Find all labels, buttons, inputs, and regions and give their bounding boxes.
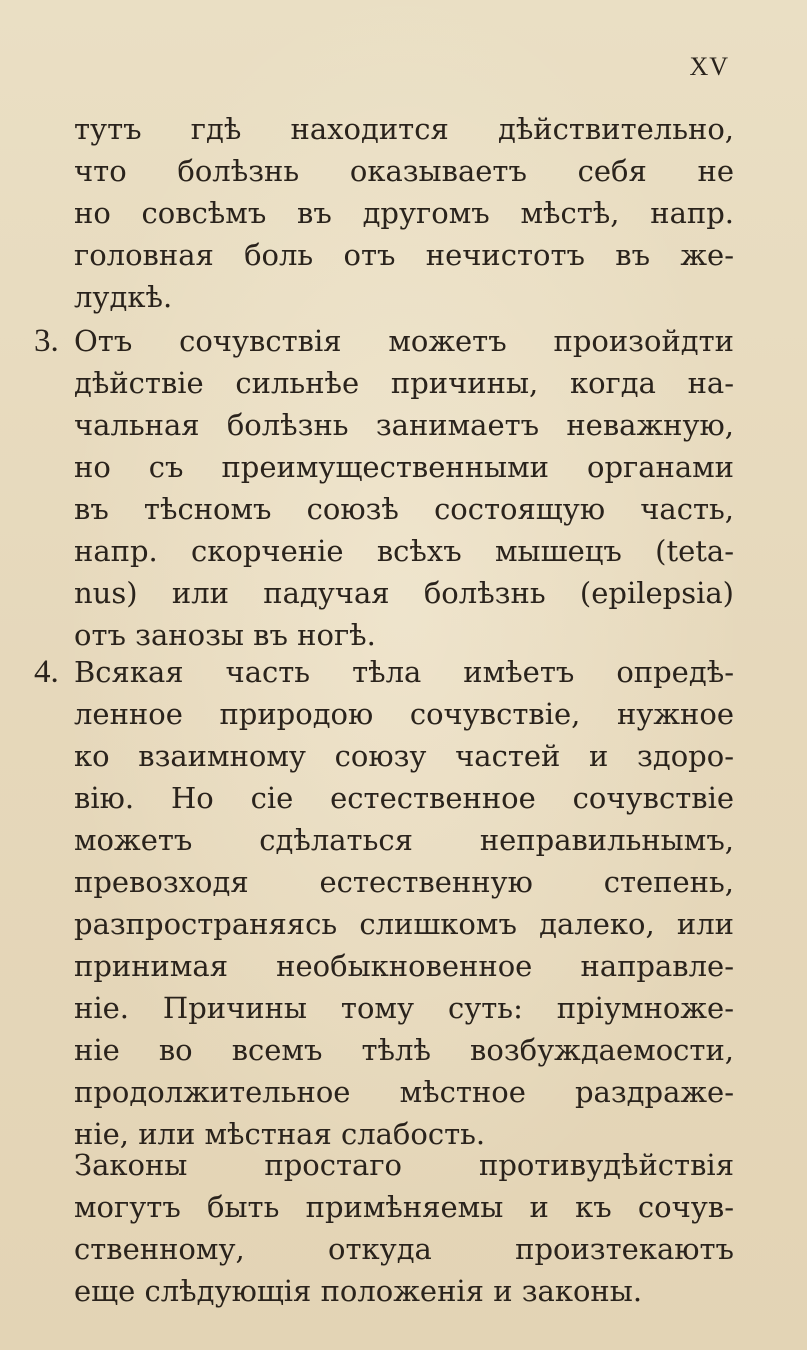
item-number-4: 4. [34,654,59,690]
paragraph-item-3 [74,320,734,656]
text-line: могутъ быть примѣняемы и къ сочув- [74,1190,734,1224]
text-line: ніе. Причины тому суть: пріумноже- [74,991,734,1025]
text-line: ніе во всемъ тѣлѣ возбуждаемости, [74,1033,734,1067]
text-line: ленное природою сочувствіе, нужное [74,697,734,731]
text-line: но совсѣмъ въ другомъ мѣстѣ, напр. [74,196,734,230]
text-line: вію. Но сіе естественное сочувствіе [74,781,734,815]
text-line: Всякая часть тѣла имѣетъ опредѣ- [74,655,734,689]
text-line: головная боль отъ нечистотъ въ же- [74,238,734,272]
text-line: превозходя естественную степень, [74,865,734,899]
text-line: въ тѣсномъ союзѣ состоящую часть, [74,492,734,526]
item-number-3: 3. [34,323,59,359]
text-line: напр. скорченіе всѣхъ мышецъ (teta- [74,534,734,568]
text-line: nus) или падучая болѣзнь (epilepsia) [74,576,734,610]
paragraph-conclusion [74,1144,734,1312]
text-line: но съ преимущественными органами [74,450,734,484]
text-line: ко взаимному союзу частей и здоро- [74,739,734,773]
paragraph-item-4 [74,651,734,1155]
text-line: что болѣзнь оказываетъ себя не [74,154,734,188]
text-line: тутъ гдѣ находится дѣйствительно, [74,112,734,146]
text-line: разпространяясь слишкомъ далеко, или [74,907,734,941]
text-line: принимая необыкновенное направле- [74,949,734,983]
text-line: дѣйствіе сильнѣе причины, когда на- [74,366,734,400]
text-line: Законы простаго противудѣйствія [74,1148,734,1182]
paragraph-continuation [74,108,734,318]
text-line: ніе, или мѣстная слабость. [74,1117,486,1151]
text-line: ственному, откуда произтекаютъ [74,1232,734,1266]
page-number: XV [689,52,729,81]
text-line: Отъ сочувствія можетъ произойдти [74,324,734,358]
text-line: продолжительное мѣстное раздраже- [74,1075,734,1109]
text-line: чальная болѣзнь занимаетъ неважную, [74,408,734,442]
text-line: лудкѣ. [74,280,173,314]
text-line: еще слѣдующія положенія и законы. [74,1274,643,1308]
text-line: можетъ сдѣлаться неправильнымъ, [74,823,734,857]
text-line: отъ занозы въ ногѣ. [74,618,376,652]
